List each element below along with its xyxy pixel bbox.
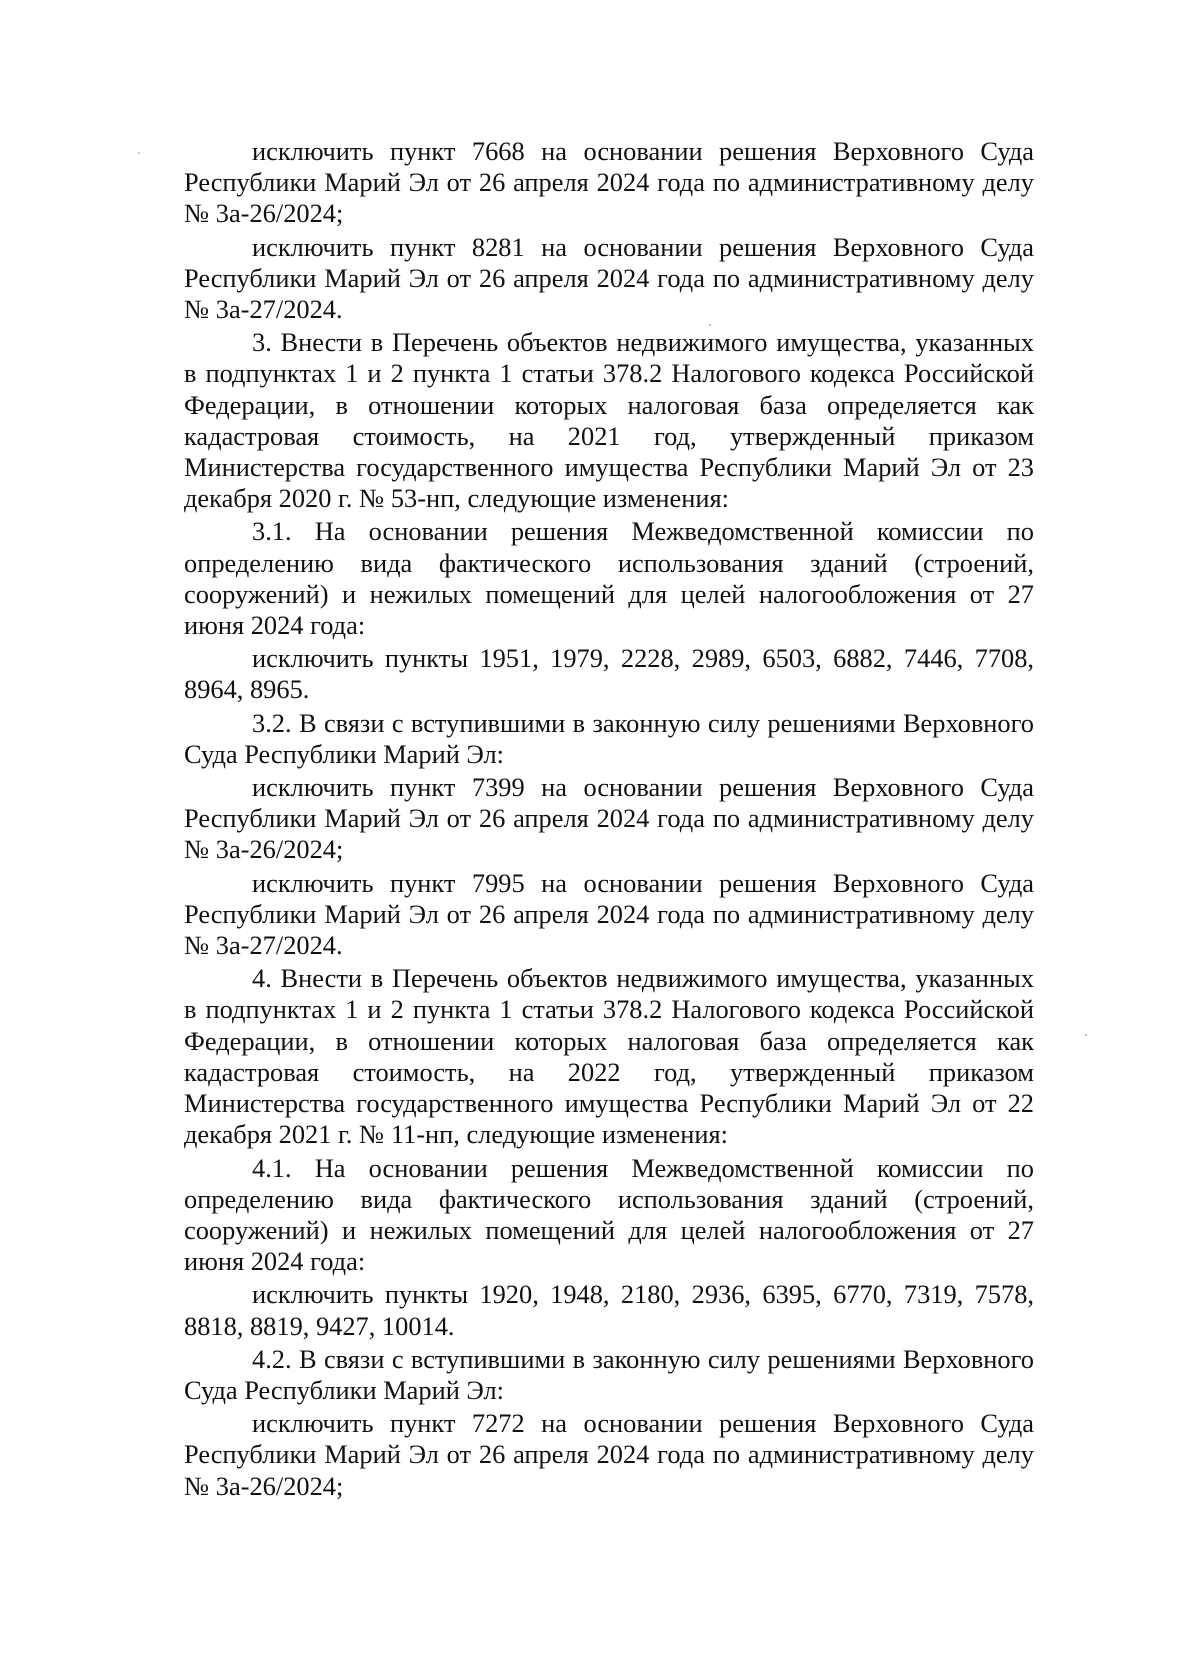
paragraph-item-3-2: 3.2. В связи с вступившими в законную силу решениями Верховного Суда Республики Марий Эл: <box>184 707 1034 769</box>
paragraph-item-4: 4. Внести в Перечень объектов недвижимого имущества, указанных в подпунктах 1 и 2 пункта 1 статьи 378.2 Налогового кодекса Российской Федерации, в отношении которых налоговая база определяется как кадастровая стоимость, на 2022 год, утвержденный приказом Министерства государственного имущества Республики Марий Эл от 22 декабря 2021 г. № 11-нп, следующие изменения: <box>184 963 1034 1150</box>
paragraph-exclude-list-2022: исключить пункты 1920, 1948, 2180, 2936, 6395, 6770, 7319, 7578, 8818, 8819, 9427, 10014. <box>184 1279 1034 1341</box>
paragraph-exclude-7399: исключить пункт 7399 на основании решения Верховного Суда Республики Марий Эл от 26 апреля 2024 года по административному делу № 3а-26/2024; <box>184 772 1034 865</box>
paragraph-item-3-1: 3.1. На основании решения Межведомственной комиссии по определению вида фактического использования зданий (строений, сооружений) и нежилых помещений для целей налогообложения от 27 июня 2024 года: <box>184 516 1034 641</box>
paragraph-exclude-7995: исключить пункт 7995 на основании решения Верховного Суда Республики Марий Эл от 26 апреля 2024 года по административному делу № 3а-27/2024. <box>184 867 1034 961</box>
paragraph-exclude-list-2021: исключить пункты 1951, 1979, 2228, 2989, 6503, 6882, 7446, 7708, 8964, 8965. <box>184 643 1034 705</box>
paragraph-exclude-7668: исключить пункт 7668 на основании решения Верховного Суда Республики Марий Эл от 26 апреля 2024 года по административному делу № 3а-26/2024; <box>184 136 1034 229</box>
scan-speck <box>138 152 140 154</box>
paragraph-item-3: 3. Внести в Перечень объектов недвижимого имущества, указанных в подпунктах 1 и 2 пункта 1 статьи 378.2 Налогового кодекса Российской Федерации, в отношении которых налоговая база определяется как кадастровая стоимость, на 2021 год, утвержденный приказом Министерства государственного имущества Республики Марий Эл от 23 декабря 2020 г. № 53-нп, следующие изменения: <box>184 327 1034 514</box>
paragraph-exclude-8281: исключить пункт 8281 на основании решения Верховного Суда Республики Марий Эл от 26 апреля 2024 года по административному делу № 3а-27/2024. <box>184 231 1034 325</box>
document-body <box>184 136 1034 1504</box>
paragraph-item-4-2: 4.2. В связи с вступившими в законную силу решениями Верховного Суда Республики Марий Эл: <box>184 1343 1034 1405</box>
scan-speck <box>1085 1034 1087 1036</box>
paragraph-item-4-1: 4.1. На основании решения Межведомственной комиссии по определению вида фактического использования зданий (строений, сооружений) и нежилых помещений для целей налогообложения от 27 июня 2024 года: <box>184 1152 1034 1277</box>
paragraph-exclude-7272: исключить пункт 7272 на основании решения Верховного Суда Республики Марий Эл от 26 апреля 2024 года по административному делу № 3а-26/2024; <box>184 1408 1034 1501</box>
